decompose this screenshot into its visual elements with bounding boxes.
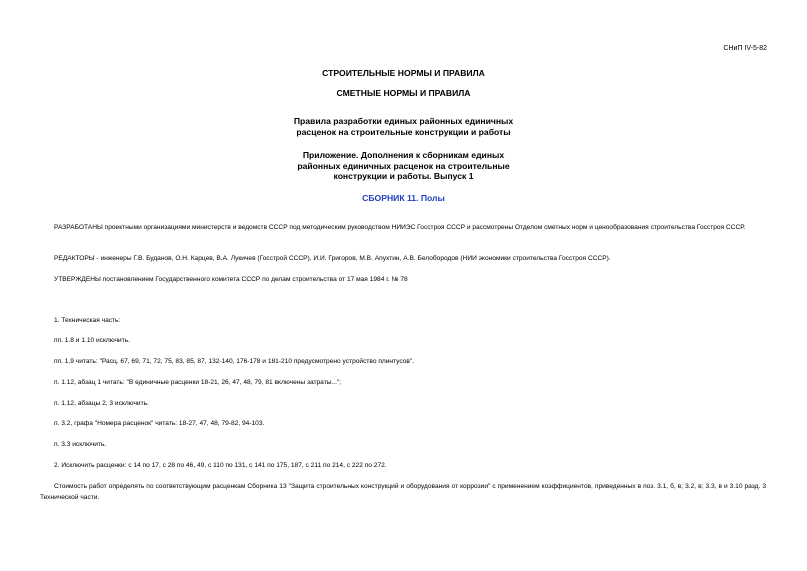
appendix-title-line-1: Приложение. Дополнения к сборникам единых [302, 150, 505, 160]
item-technical-part: 1. Техническая часть: [54, 317, 121, 324]
item-read-3-2: п. 3.2, графа "Номера расценок" читать: 18-27, 47, 48, 79-82, 94-103. [54, 420, 265, 427]
rules-title-line-1: Правила разработки единых районных единичных [293, 116, 514, 126]
document-code: СНиП IV-5-82 [723, 45, 767, 52]
developed-paragraph: РАЗРАБОТАНЫ проектными организациями министерств и ведомств СССР под методическим руководством НИИЭС Госстроя СССР и рассмотрены Отделом сметных норм и ценообразования строительства Госстроя СССР. [54, 224, 746, 231]
editors-paragraph: РЕДАКТОРЫ - инженеры Г.В. Буданов, О.Н. Карцев, В.А. Лукичев (Госстрой СССР), И.И. Григоров, М.В. Апухтин, А.В. Белобородов (НИИ экономики строительства Госстроя СССР). [54, 255, 611, 262]
item-exclude-1-8: пп. 1.8 и 1.10 исключить. [54, 337, 130, 344]
item-read-1-12: п. 1.12, абзац 1 читать: "В единичные расценки 18-21, 26, 47, 48, 79, 81 включены затраты..."; [54, 379, 342, 386]
item-exclude-3-3: п. 3.3 исключить. [54, 441, 107, 448]
item-exclude-rates: 2. Исключить расценки: с 14 по 17, с 28 по 46, 49, с 110 по 131, с 141 по 175, 187, с 211 по 214, с 222 по 272. [54, 462, 387, 469]
item-read-1-9: пп. 1.9 читать: "Расц. 67, 69, 71, 72, 75, 83, 85, 87, 132-140, 176-178 и 181-210 предусмотрено устройство плинтусов". [54, 358, 415, 365]
cost-paragraph: Стоимость работ определять по соответствующим расценкам Сборника 13 "Защита строительных конструкций и оборудования от коррозии" с применением коэффициентов, приведенных в поз. 3.1, б, в; 3.2, в; 3.3, в и 3.10 разд. 3 Технической части. [40, 483, 766, 501]
rules-title [0, 116, 807, 137]
approved-paragraph: УТВЕРЖДЕНЫ постановлением Государственного комитета СССР по делам строительства от 17 мая 1984 г. № 78 [54, 276, 408, 283]
item-exclude-1-12: п. 1.12, абзацы 2, 3 исключить. [54, 400, 149, 407]
appendix-title-line-2: районных единичных расценок на строительные [297, 160, 510, 171]
rules-title-line-2: расценок на строительные конструкции и работы [296, 126, 511, 137]
collection-title: СБОРНИК 11. Полы [362, 193, 445, 203]
appendix-title-line-3: конструкции и работы. Выпуск 1 [333, 171, 474, 181]
appendix-title [0, 150, 807, 182]
main-title: СТРОИТЕЛЬНЫЕ НОРМЫ И ПРАВИЛА [322, 68, 485, 78]
subtitle: СМЕТНЫЕ НОРМЫ И ПРАВИЛА [336, 88, 471, 98]
